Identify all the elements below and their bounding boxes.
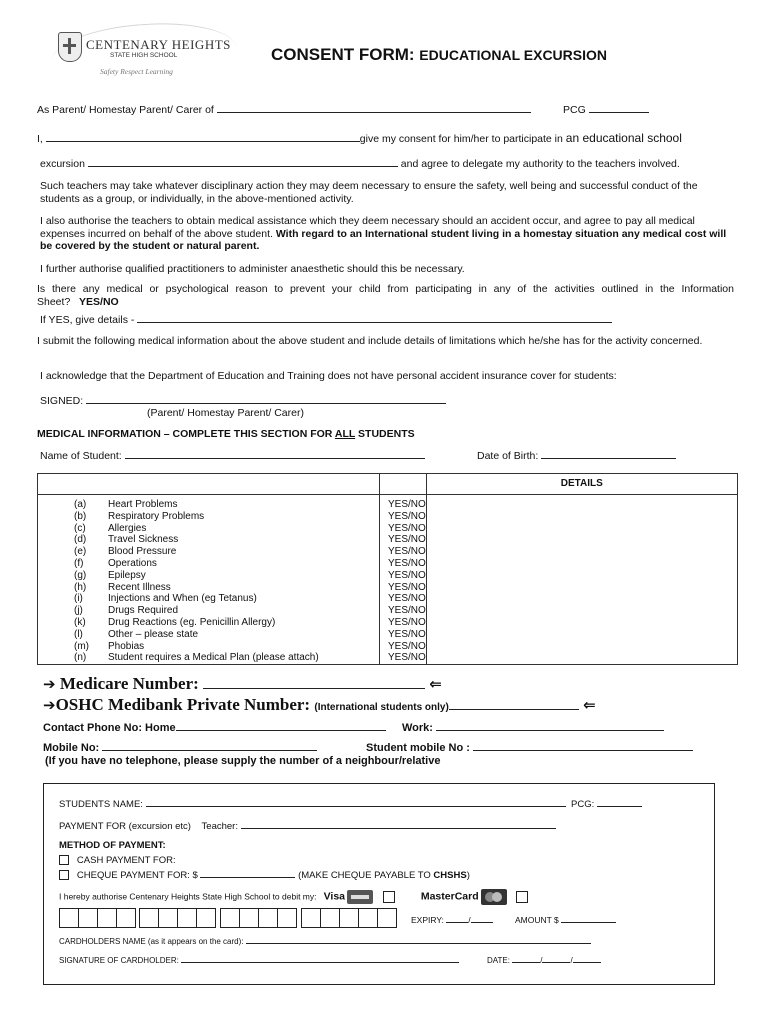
medical-item-label: Injections and When (eg Tetanus) [108, 593, 257, 605]
medical-item-label: Other – please state [108, 628, 199, 640]
medical-table [37, 473, 738, 665]
logo-sub: STATE HIGH SCHOOL [110, 52, 178, 59]
medical-item [74, 499, 379, 511]
medical-item [74, 605, 379, 617]
expiry-month-field[interactable] [446, 921, 468, 923]
oshc-line: ➔OSHC Medibank Private Number: (International students only) ⇐ [43, 695, 596, 714]
medical-item-letter: (e) [74, 546, 87, 558]
medical-item-letter: (b) [74, 510, 87, 522]
medical-item-letter: (d) [74, 534, 87, 546]
expiry-line: EXPIRY: / [411, 915, 493, 925]
date-month-field[interactable] [542, 961, 570, 963]
medical-item-answer[interactable]: YES/NO [388, 510, 426, 522]
student-name-line: Name of Student: [40, 450, 425, 462]
parent-name-field[interactable] [46, 140, 360, 142]
date-year-field[interactable] [573, 961, 601, 963]
medical-item-answer[interactable]: YES/NO [388, 640, 426, 652]
medical-student-name-field[interactable] [125, 457, 425, 459]
amount-line: AMOUNT $ [515, 915, 616, 925]
para-reason: Is there any medical or psychological reason to prevent your child from participating in any of the activities outlined in the Information Sheet? YES/NO [37, 283, 734, 308]
phone-home-line: Contact Phone No: Home [43, 722, 386, 734]
medical-item-label: Heart Problems [108, 499, 178, 510]
visa-checkbox[interactable] [383, 891, 395, 903]
medical-item-letter: (i) [74, 593, 83, 605]
medical-item [74, 582, 379, 594]
details-header: DETAILS [426, 474, 737, 495]
cardholder-name-field[interactable] [246, 942, 591, 944]
card-number-group-4[interactable] [301, 908, 397, 928]
excursion-field[interactable] [88, 165, 398, 167]
medical-item [74, 534, 379, 546]
parent-line: As Parent/ Homestay Parent/ Carer of [37, 104, 531, 116]
medical-item-label: Travel Sickness [108, 534, 179, 546]
medical-item-letter: (a) [74, 499, 87, 510]
arrow-left-icon: ⇐ [429, 675, 442, 693]
medical-item-label: Drugs Required [108, 605, 179, 617]
student-name-field[interactable] [217, 111, 531, 113]
medical-item-answer[interactable]: YES/NO [388, 569, 426, 581]
consent-line: I, give my consent for him/her to participate in an educational school [37, 131, 682, 145]
teacher-field[interactable] [241, 827, 556, 829]
pcg-line: PCG [563, 104, 649, 116]
details-field[interactable] [137, 321, 612, 323]
dob-line: Date of Birth: [477, 450, 676, 462]
cardholder-name-line: CARDHOLDERS NAME (as it appears on the card): [59, 937, 591, 946]
medical-item-answer[interactable]: YES/NO [388, 628, 426, 640]
medical-item-letter: (l) [74, 628, 83, 640]
medical-item-label: Respiratory Problems [108, 510, 205, 522]
pay-students-name: STUDENTS NAME: [59, 799, 566, 810]
medical-item-label: Student requires a Medical Plan (please attach) [108, 652, 319, 664]
medical-item [74, 652, 379, 664]
medical-item-answer[interactable]: YES/NO [388, 546, 426, 558]
medical-item [74, 511, 379, 523]
student-mobile-field[interactable] [473, 749, 693, 751]
pay-pcg-field[interactable] [597, 805, 642, 807]
cheque-option: CHEQUE PAYMENT FOR: $ (MAKE CHEQUE PAYABLE TO CHSHS) [59, 870, 470, 881]
medical-item-letter: (n) [74, 652, 87, 664]
medical-item-letter: (f) [74, 557, 84, 569]
card-number-group-1[interactable] [59, 908, 136, 928]
medical-item-answer[interactable]: YES/NO [388, 616, 426, 628]
amount-field[interactable] [561, 921, 616, 923]
medical-item-label: Phobias [108, 640, 145, 652]
medical-item-label: Allergies [108, 522, 147, 534]
payment-box [43, 783, 715, 985]
medical-item-answer[interactable]: YES/NO [388, 522, 426, 534]
expiry-year-field[interactable] [471, 921, 493, 923]
medical-item-letter: (k) [74, 616, 86, 628]
signed-role: (Parent/ Homestay Parent/ Carer) [147, 407, 304, 419]
medical-item [74, 558, 379, 570]
work-phone-field[interactable] [436, 729, 664, 731]
page-title: CONSENT FORM: EDUCATIONAL EXCURSION [271, 45, 607, 64]
medical-item-letter: (m) [74, 640, 89, 652]
signature-field[interactable] [86, 402, 446, 404]
cheque-amount-field[interactable] [200, 876, 295, 878]
medicare-field[interactable] [203, 687, 425, 689]
medical-item [74, 523, 379, 535]
para-submit: I submit the following medical information about the above student and include details of limitations which he/she has for the activity concerned. [37, 335, 703, 347]
arrow-left-icon: ⇐ [583, 696, 596, 714]
arrow-right-icon: ➔ [43, 696, 56, 714]
medical-item-label: Drug Reactions (eg. Penicillin Allergy) [108, 616, 276, 628]
mobile-field[interactable] [102, 749, 317, 751]
mobile-line: Mobile No: [43, 742, 317, 754]
arrow-right-icon: ➔ [43, 675, 56, 693]
excursion-line: excursion and agree to delegate my authority to the teachers involved. [40, 158, 680, 170]
medical-item-answer[interactable]: YES/NO [388, 593, 426, 605]
pay-student-name-field[interactable] [146, 805, 566, 807]
cash-option: CASH PAYMENT FOR: [59, 855, 176, 866]
if-yes-line: If YES, give details - [40, 314, 612, 326]
medical-item [74, 546, 379, 558]
shield-icon [58, 32, 82, 62]
para-discipline: Such teachers may take whatever disciplinary action they may deem necessary to ensure the safety, well being and successful conduct of the students as a group, or individually, in the above-mentioned activity. [40, 180, 698, 205]
medical-item [74, 617, 379, 629]
card-number-group-3[interactable] [220, 908, 297, 928]
medical-item-answer[interactable]: YES/NO [388, 581, 426, 593]
card-number-group-2[interactable] [139, 908, 216, 928]
details-area[interactable] [426, 495, 737, 665]
medical-item [74, 641, 379, 653]
medical-item [74, 593, 379, 605]
cash-checkbox[interactable] [59, 855, 69, 865]
mastercard-checkbox[interactable] [516, 891, 528, 903]
logo-motto: Safety Respect Learning [100, 67, 173, 76]
para-acknowledge: I acknowledge that the Department of Education and Training does not have personal accident insurance cover for students: [40, 370, 617, 382]
medical-item-letter: (h) [74, 581, 87, 593]
date-line: DATE: / / [487, 956, 601, 965]
pcg-field[interactable] [589, 111, 649, 113]
medical-item-label: Operations [108, 557, 157, 569]
medicare-line: ➔ Medicare Number: ⇐ [43, 674, 442, 693]
medical-heading: MEDICAL INFORMATION – COMPLETE THIS SECTION FOR ALL STUDENTS [37, 428, 415, 440]
mastercard-icon [481, 889, 507, 905]
logo-name: CENTENARY HEIGHTS [86, 37, 231, 52]
cheque-checkbox[interactable] [59, 870, 69, 880]
cardholder-signature-line: SIGNATURE OF CARDHOLDER: [59, 956, 459, 965]
payment-method-heading: METHOD OF PAYMENT: [59, 840, 166, 851]
medical-item-letter: (g) [74, 569, 87, 581]
pay-pcg: PCG: [571, 799, 642, 810]
para-medical: I also authorise the teachers to obtain medical assistance which they deem necessary should an accident occur, and agree to pay all medical expenses incurred on behalf of the above student. With regard to an International student living in a homestay situation any medical cost will be covered by the student or natural parent. [40, 215, 727, 252]
medical-item [74, 629, 379, 641]
medical-item-label: Blood Pressure [108, 546, 177, 558]
authorise-line: I hereby authorise Centenary Heights State High School to debit my: Visa MasterCard [59, 889, 528, 905]
medical-item-letter: (j) [74, 605, 83, 617]
phone-work-line: Work: [402, 722, 664, 734]
medical-item-answer[interactable]: YES/NO [388, 652, 426, 664]
cardholder-signature-field[interactable] [181, 961, 459, 963]
medical-item-answer[interactable]: YES/NO [388, 605, 426, 617]
medical-item [74, 570, 379, 582]
home-phone-field[interactable] [176, 729, 386, 731]
medical-item-label: Recent Illness [108, 581, 171, 593]
medical-item-answer[interactable]: YES/NO [388, 499, 426, 510]
dob-field[interactable] [541, 457, 676, 459]
medical-item-label: Epilepsy [108, 569, 146, 581]
oshc-field[interactable] [449, 708, 579, 710]
pay-for-line: PAYMENT FOR (excursion etc) Teacher: [59, 821, 556, 832]
no-phone-note: (If you have no telephone, please supply the number of a neighbour/relative [45, 755, 441, 767]
para-anaesthetic: I further authorise qualified practitioners to administer anaesthetic should this be necessary. [40, 263, 465, 275]
medical-item-letter: (c) [74, 522, 86, 534]
signed-line: SIGNED: [40, 395, 446, 407]
student-mobile-line: Student mobile No : [366, 742, 693, 754]
medical-item-answer[interactable]: YES/NO [388, 534, 426, 546]
date-day-field[interactable] [512, 961, 540, 963]
visa-card-icon [347, 890, 373, 904]
medical-item-answer[interactable]: YES/NO [388, 557, 426, 569]
